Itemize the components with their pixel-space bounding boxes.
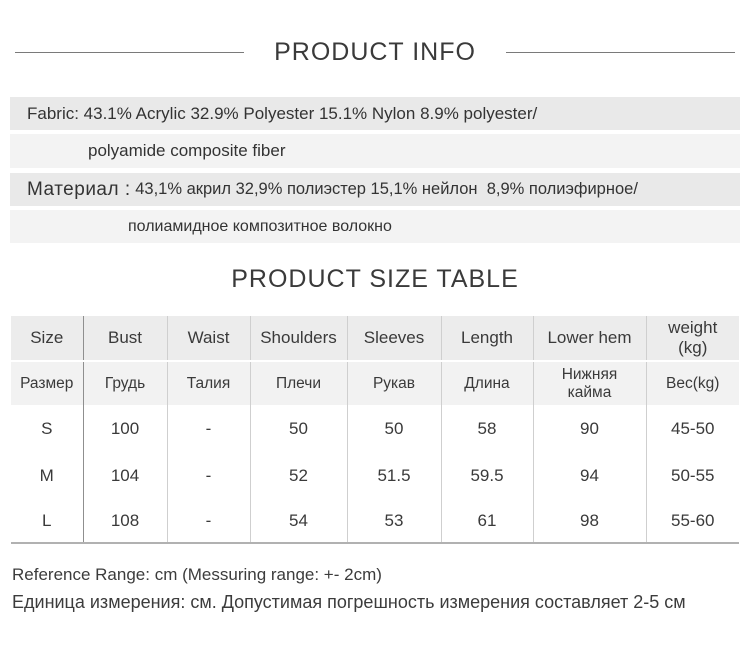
table-row-size-l: [11, 499, 739, 543]
column-header-size: Size: [11, 316, 83, 361]
measurement-notes: [12, 565, 738, 613]
size-table: [11, 316, 739, 544]
table-cell: L: [11, 499, 83, 543]
table-cell: M: [11, 452, 83, 499]
table-cell: 50: [250, 405, 347, 452]
column-header-waist: Waist: [167, 316, 250, 361]
table-cell: 100: [83, 405, 167, 452]
table-cell: 61: [441, 499, 533, 543]
title-right-line: [506, 52, 735, 53]
table-cell: 52: [250, 452, 347, 499]
size-table-header-row-ru: [11, 361, 739, 405]
size-table-header-row-en: [11, 316, 739, 361]
column-header-lower-hem: Lower hem: [533, 316, 646, 361]
table-cell: -: [167, 405, 250, 452]
column-header-waist-ru: Талия: [167, 361, 250, 405]
table-cell: 108: [83, 499, 167, 543]
table-cell: 90: [533, 405, 646, 452]
fabric-line-ru-1: [10, 173, 740, 206]
table-cell: 59.5: [441, 452, 533, 499]
table-cell: 50: [347, 405, 441, 452]
column-header-weight: weight (kg): [646, 316, 739, 361]
column-header-lower-hem-ru: Нижняя кайма: [533, 361, 646, 405]
table-cell: 94: [533, 452, 646, 499]
table-cell: 58: [441, 405, 533, 452]
material-label-ru: Материал :: [27, 178, 131, 200]
product-info-title: [15, 38, 735, 66]
size-table-title: [0, 265, 750, 293]
table-cell: -: [167, 499, 250, 543]
column-header-shoulders: Shoulders: [250, 316, 347, 361]
table-row-size-s: [11, 405, 739, 452]
fabric-text-en-2: polyamide composite fiber: [88, 141, 286, 160]
table-cell: 104: [83, 452, 167, 499]
fabric-text-en-1: Fabric: 43.1% Acrylic 32.9% Polyester 15.1% Nylon 8.9% polyester/: [27, 103, 538, 123]
table-cell: 54: [250, 499, 347, 543]
table-cell: 53: [347, 499, 441, 543]
column-header-bust: Bust: [83, 316, 167, 361]
reference-range-note-en: Reference Range: cm (Messuring range: +- 2cm): [12, 565, 382, 584]
column-header-bust-ru: Грудь: [83, 361, 167, 405]
product-info-page: [0, 38, 750, 668]
table-cell: 45-50: [671, 418, 715, 438]
fabric-line-en-2: [10, 134, 740, 168]
fabric-text-ru-2: полиамидное композитное волокно: [128, 217, 392, 235]
table-cell: -: [167, 452, 250, 499]
reference-range-note-ru: Единица измерения: см. Допустимая погрешность измерения составляет 2-5 см: [12, 592, 686, 612]
column-header-length: Length: [441, 316, 533, 361]
title-left-line: [15, 52, 244, 53]
column-header-size-ru: Размер: [11, 361, 83, 405]
table-row-size-m: [11, 452, 739, 499]
table-cell: 51.5: [347, 452, 441, 499]
table-cell: 50-55: [671, 465, 715, 485]
column-header-weight-ru: Вес(kg): [666, 374, 720, 392]
column-header-length-ru: Длина: [441, 361, 533, 405]
fabric-text-ru-1: 43,1% акрил 32,9% полиэстер 15,1% нейлон 8,9% полиэфирное/: [130, 180, 638, 198]
table-cell: 55-60: [646, 499, 739, 543]
fabric-line-en-1: [10, 97, 740, 130]
table-cell: S: [11, 405, 83, 452]
column-header-sleeves: Sleeves: [347, 316, 441, 361]
column-header-shoulders-ru: Плечи: [250, 361, 347, 405]
size-table-title-text: PRODUCT SIZE TABLE: [231, 264, 519, 293]
table-cell: 98: [533, 499, 646, 543]
fabric-line-ru-2: [10, 210, 740, 243]
column-header-sleeves-ru: Рукав: [347, 361, 441, 405]
product-info-title-text: PRODUCT INFO: [274, 37, 476, 66]
